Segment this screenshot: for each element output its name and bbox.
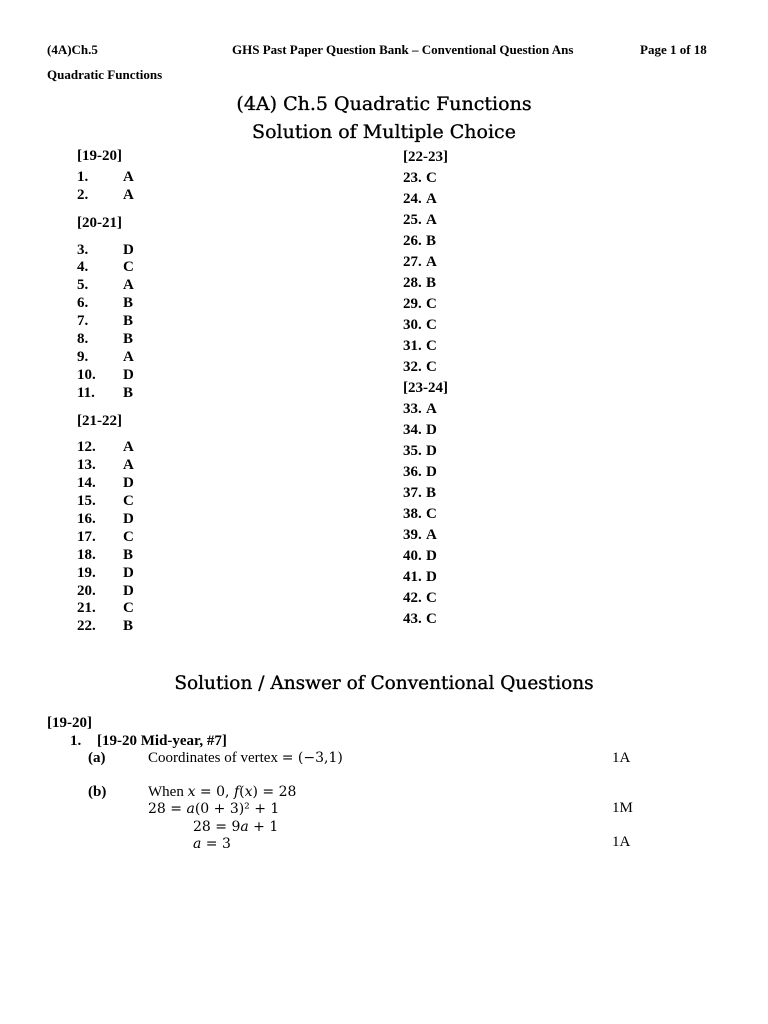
question-number: 8. [77,331,89,348]
answer-row [403,231,448,252]
answer-letter: A [123,186,134,203]
answer-row [77,565,134,583]
part-label: (b) [88,784,107,800]
question-number: 18. [77,546,96,563]
question-number: 17. [77,528,96,545]
answer-letter: A [426,253,437,270]
answer-letter: C [426,316,437,333]
math-variable: x [244,784,253,800]
question-number: 42. [403,589,422,606]
answer-letter: A [123,348,134,365]
answer-letter: A [123,168,134,185]
answer-row [403,336,448,357]
answer-letter: D [426,421,437,438]
answer-letter: D [123,366,134,383]
conventional-heading: Solution / Answer of Conventional Questions [174,673,594,694]
answer-letter: B [426,484,437,501]
multiple-choice-heading: Solution of Multiple Choice [252,121,516,143]
year-label: [22-23] [403,148,448,165]
running-header-title: GHS Past Paper Question Bank – Conventional Question Ans [232,42,574,57]
answer-line [193,835,231,853]
answer-row [77,242,134,260]
answer-row [77,331,134,349]
answer-letter: D [123,241,134,258]
question-number: 15. [77,493,96,510]
question-number: 41. [403,568,422,585]
answer-letter: C [426,337,437,354]
answer-column-right [403,147,448,630]
answer-row [403,504,448,525]
answer-letter: A [426,526,437,543]
running-header-topic: Quadratic Functions [47,67,163,82]
page-number: Page 1 of 18 [640,42,707,57]
running-header-chapter: (4A)Ch.5 [47,42,98,57]
answer-letter: A [426,211,437,228]
answer-letter: D [123,511,134,528]
question-number: 12. [77,439,96,456]
answer-row [77,349,134,367]
mark: 1M [612,800,633,816]
answer-row [77,529,134,547]
question-number: 29. [403,295,422,312]
question-number: 1. [70,733,82,749]
answer-row [403,420,448,441]
math-expression: a = 3 [193,836,231,852]
answer-row [77,493,134,511]
year-label: [19-20] [77,148,122,164]
question-number: 39. [403,526,422,543]
answer-letter: D [123,475,134,492]
answer-letter: C [123,600,134,617]
answer-row [403,609,448,630]
math-expression: = (−3,1) [281,750,343,766]
question-number: 26. [403,232,422,249]
answer-row [77,367,134,385]
mark: 1A [612,750,631,766]
math-variable: a [193,836,202,852]
answer-letter: B [123,313,134,330]
answer-row [403,525,448,546]
question-number: 31. [403,337,422,354]
answer-row [403,168,448,189]
question-number: 32. [403,358,422,375]
answer-line [148,800,279,818]
question-number: 38. [403,505,422,522]
question-number: 35. [403,442,422,459]
question-number: 5. [77,277,89,294]
question-number: 24. [403,190,422,207]
question-number: 23. [403,169,422,186]
year-label: [19-20] [47,715,92,731]
answer-letter: D [426,463,437,480]
answer-line [193,818,278,836]
answer-text: Coordinates of vertex [148,750,278,766]
answer-letter: C [123,528,134,545]
answer-column-left [77,148,134,636]
answer-row [403,546,448,567]
answer-row [77,169,134,187]
answer-letter: C [426,169,437,186]
answer-letter: B [123,618,134,635]
answer-row [403,567,448,588]
question-number: 6. [77,295,89,312]
question-number: 1. [77,168,89,185]
answer-row [403,462,448,483]
answer-row [77,475,134,493]
answer-row [403,273,448,294]
answer-letter: B [123,295,134,312]
question-number: 14. [77,475,96,492]
answer-letter: C [426,295,437,312]
question-number: 19. [77,564,96,581]
question-number: 28. [403,274,422,291]
math-expression: x = 0, f(x) = 28 [187,784,297,800]
answer-row [403,315,448,336]
answer-letter: C [426,505,437,522]
answer-letter: C [426,358,437,375]
answer-row [77,259,134,277]
question-number: 30. [403,316,422,333]
answer-row [403,483,448,504]
answer-letter: C [123,493,134,510]
question-number: 7. [77,313,89,330]
answer-row [77,187,134,205]
answer-row [77,457,134,475]
question-number: 21. [77,600,96,617]
answer-group [403,147,448,378]
question-number: 3. [77,241,89,258]
answer-group [77,148,134,205]
question-number: 16. [77,511,96,528]
answer-row [77,385,134,403]
answer-row [77,277,134,295]
year-label: [20-21] [77,214,122,231]
answer-row [403,294,448,315]
question-number: 20. [77,582,96,599]
answer-row [403,441,448,462]
answer-row [77,618,134,636]
year-label: [23-24] [403,379,448,396]
answer-row [403,399,448,420]
question-number: 25. [403,211,422,228]
question-number: 36. [403,463,422,480]
question-number: 40. [403,547,422,564]
math-variable: f [233,784,240,800]
answer-row [403,210,448,231]
part-label: (a) [88,750,106,766]
answer-letter: C [426,589,437,606]
question-number: 33. [403,400,422,417]
question-number: 22. [77,618,96,635]
answer-letter: D [426,442,437,459]
answer-letter: D [426,568,437,585]
answer-row [77,511,134,529]
question-number: 2. [77,186,89,203]
question-number: 4. [77,259,89,276]
math-variable: a [240,819,249,835]
question-number: 11. [77,384,95,401]
mark: 1A [612,834,631,850]
math-variable: x [187,784,196,800]
answer-line [148,783,296,801]
math-variable: a [186,801,195,817]
question-number: 9. [77,348,89,365]
question-number: 37. [403,484,422,501]
answer-letter: B [123,384,134,401]
answer-row [77,583,134,601]
answer-group [77,413,134,637]
math-expression: 28 = a(0 + 3)² + 1 [148,801,280,817]
answer-letter: C [123,259,134,276]
question-number: 43. [403,610,422,627]
answer-group [77,215,134,403]
answer-group [403,378,448,630]
answer-row [403,189,448,210]
answer-letter: A [426,190,437,207]
answer-row [77,313,134,331]
answer-letter: A [123,457,134,474]
answer-letter: B [123,546,134,563]
answer-row [77,295,134,313]
answer-letter: A [123,439,134,456]
answer-row [403,252,448,273]
question-source: [19-20 Mid-year, #7] [97,733,227,749]
question-number: 34. [403,421,422,438]
answer-letter: A [426,400,437,417]
answer-letter: C [426,610,437,627]
answer-letter: D [123,564,134,581]
question-number: 10. [77,366,96,383]
answer-letter: B [426,232,437,249]
answer-letter: D [123,582,134,599]
math-expression: 28 = 9a + 1 [193,819,279,835]
document-title: (4A) Ch.5 Quadratic Functions [236,93,532,115]
question-number: 27. [403,253,422,270]
answer-row [403,588,448,609]
question-number: 13. [77,457,96,474]
answer-text: When [148,784,184,800]
answer-letter: A [123,277,134,294]
answer-row [77,547,134,565]
answer-line [148,749,343,767]
answer-letter: D [426,547,437,564]
answer-row [77,600,134,618]
year-label: [21-22] [77,412,122,429]
answer-row [403,357,448,378]
answer-row [77,439,134,457]
answer-letter: B [426,274,437,291]
answer-letter: B [123,331,134,348]
